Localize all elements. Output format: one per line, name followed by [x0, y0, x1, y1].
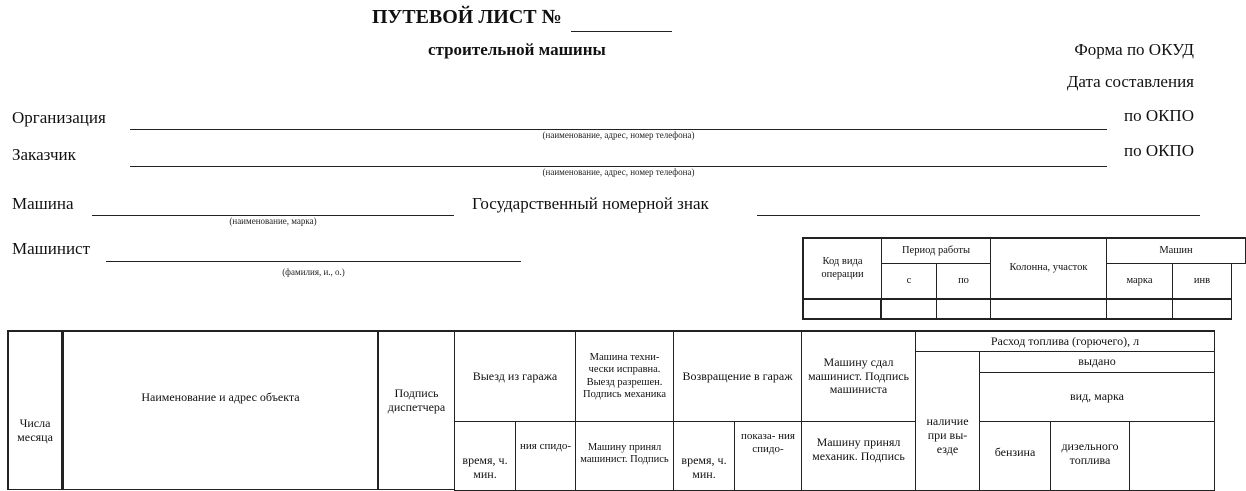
- vyezd-vremya-header: время, ч. мин.: [454, 421, 516, 491]
- gos-znak-field[interactable]: [757, 215, 1200, 216]
- mashina-label: Машина: [12, 194, 74, 213]
- dizelnogo-topliva-header: дизельного топлива: [1050, 421, 1130, 491]
- zakazchik-label: Заказчик: [12, 145, 76, 164]
- period-s-value[interactable]: [881, 298, 937, 320]
- kod-operacii-value[interactable]: [802, 298, 882, 320]
- mashina-caption: (наименование, марка): [229, 216, 317, 226]
- inv-value[interactable]: [1172, 298, 1232, 320]
- marka-value[interactable]: [1106, 298, 1173, 320]
- period-po-header: по: [936, 263, 991, 299]
- doc-subtitle: строительной машины: [428, 40, 606, 59]
- kolonna-value[interactable]: [990, 298, 1107, 320]
- vyezd-iz-garazha-header: Выезд из гаража: [454, 330, 576, 422]
- inv-header: инв: [1172, 263, 1232, 299]
- kolonna-uchastok-header: Колонна, участок: [990, 237, 1107, 299]
- organizaciya-label: Организация: [12, 108, 106, 127]
- organizaciya-caption: (наименование, адрес, номер телефона): [542, 130, 695, 140]
- podpis-dispetchera-header: Подпись диспетчера: [377, 330, 455, 490]
- vozvrashchenie-pokazaniya-header: показа- ния спидо-: [734, 421, 802, 491]
- nalichie-pri-vyezde-header: наличие при вы- езде: [915, 351, 980, 491]
- vyezd-pokazaniya-header: ния спидо-: [515, 421, 576, 491]
- mashinu-prinyal-mashinist-header: Машину принял машинист. Подпись: [575, 421, 674, 491]
- vydano-header: выдано: [979, 351, 1215, 373]
- gos-znak-label: Государственный номерной знак: [472, 194, 709, 213]
- vozvrashchenie-vremya-header: время, ч. мин.: [673, 421, 735, 491]
- kod-operacii-header: Код вида операции: [802, 237, 882, 299]
- mashinist-field[interactable]: [106, 261, 521, 262]
- naimenovanie-obekta-header: Наименование и адрес объекта: [62, 330, 378, 490]
- period-po-value[interactable]: [936, 298, 991, 320]
- vid-marka-header: вид, марка: [979, 372, 1215, 422]
- forma-okud-label: Форма по ОКУД: [1074, 40, 1194, 59]
- period-raboty-header: Период работы: [881, 237, 991, 264]
- marka-header: марка: [1106, 263, 1173, 299]
- mashinu-prinyal-mekhanik-header: Машину принял механик. Подпись: [801, 421, 916, 491]
- doc-number-field[interactable]: [571, 31, 672, 32]
- po-okpo-label-2: по ОКПО: [1123, 141, 1194, 160]
- po-okpo-label-1: по ОКПО: [1123, 106, 1194, 125]
- mashinist-caption: (фамилия, и., о.): [282, 267, 345, 277]
- period-s-header: с: [881, 263, 937, 299]
- rashod-topliva-header: Расход топлива (горючего), л: [915, 330, 1215, 352]
- mashinu-sdal-header: Машину сдал машинист. Подпись машиниста: [801, 330, 916, 422]
- extra-fuel-column: [1129, 421, 1215, 491]
- vozvrashchenie-v-garazh-header: Возвращение в гараж: [673, 330, 802, 422]
- doc-title: ПУТЕВОЙ ЛИСТ №: [372, 6, 562, 28]
- mashina-ispravna-header: Машина техни- чески исправна. Выезд разрешен. Подпись механика: [575, 330, 674, 422]
- mashinist-label: Машинист: [12, 239, 91, 258]
- benzina-header: бензина: [979, 421, 1051, 491]
- mashina-header: Машин: [1106, 237, 1246, 264]
- data-sostavleniya-label: Дата составления: [1066, 72, 1194, 91]
- chisla-mesyaca-header: Числа месяца: [7, 330, 63, 490]
- zakazchik-caption: (наименование, адрес, номер телефона): [542, 167, 695, 177]
